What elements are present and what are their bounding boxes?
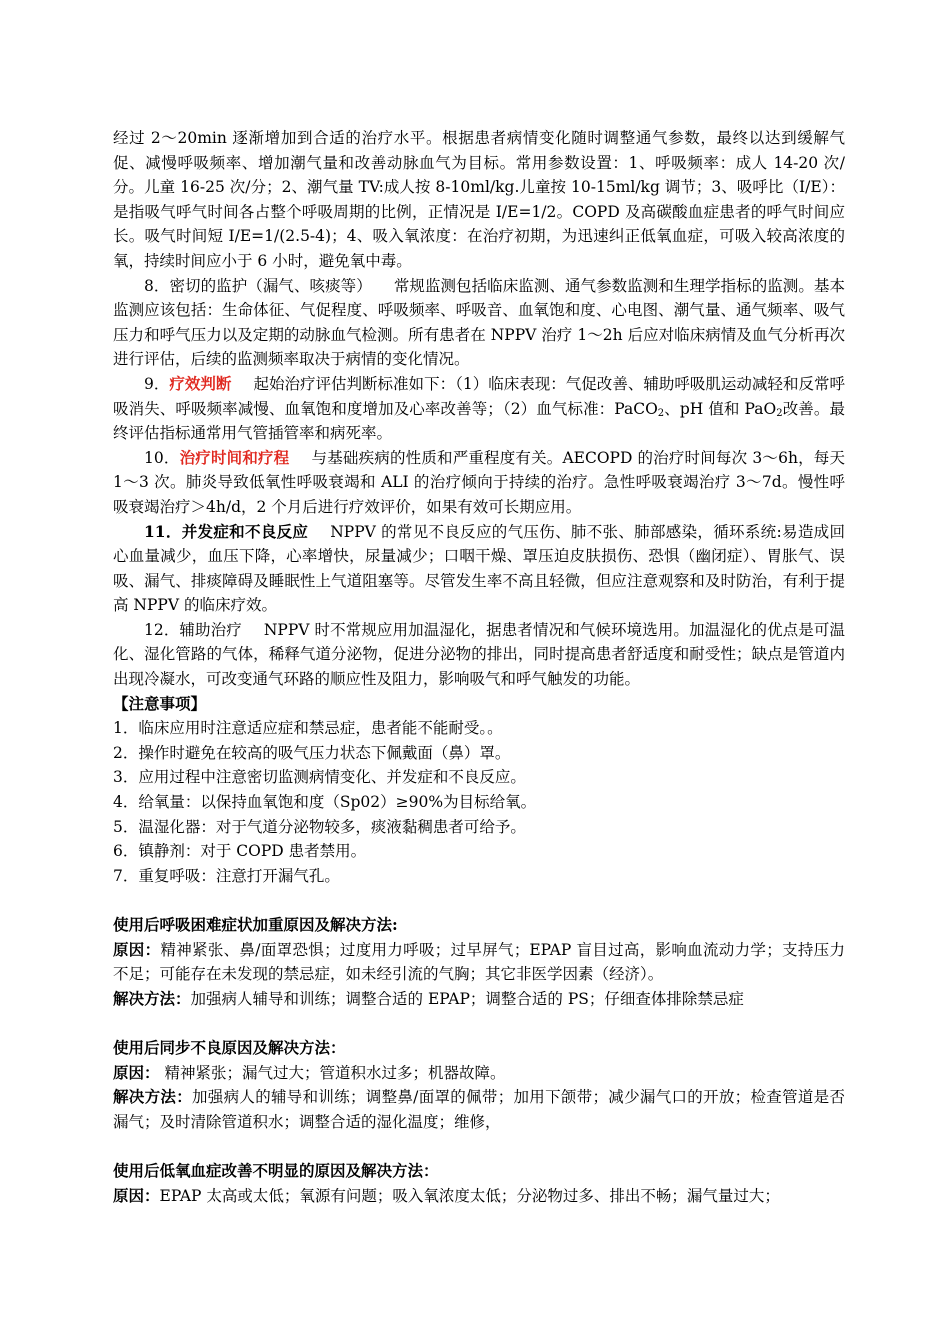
efficacy-sub-2: 2: [776, 407, 783, 419]
dyspnea-cause: [113, 938, 845, 987]
efficacy-body-c: 改善。最终评估指标通常用气管插管率和病死率。: [113, 399, 845, 443]
paragraph-intro: 经过 2～20min 逐渐增加到合适的治疗水平。根据患者病情变化随时调整通气参数，最终以达到缓解气促、减慢呼吸频率、增加潮气量和改善动脉血气为目标。常用参数设置：1、呼吸频率：成人 14-20 次/分。儿童 16-25 次/分；2、潮气量 TV:成人按 8-10ml/kg.儿童按 10-15ml/kg 调节；3、吸呼比（I/E）：是指吸气呼气时间各占整个呼吸周期的比例，正情况是 I/E=1/2。COPD 及高碳酸血症患者的呼气时间应长。吸气时间短 I/E=1/(2.5-4)；4、吸入氧浓度：在治疗初期，为迅速纠正低氧血症，可吸入较高浓度的氧，持续时间应小于 6 小时，避免氧中毒。: [113, 129, 845, 270]
duration-heading: 治疗时间和疗程: [179, 447, 290, 467]
sync-solution-text: 加强病人的辅导和训练；调整鼻/面罩的佩带；加用下颌带；减少漏气口的开放；检查管道是否漏气；及时清除管道积水；调整合适的湿化温度；维修，: [113, 1088, 845, 1131]
list-item: 7．重复呼吸：注意打开漏气孔。: [113, 866, 340, 885]
dyspnea-cause-label: 原因：: [113, 939, 161, 959]
notes-title: 【注意事项】: [113, 693, 207, 713]
sync-cause: [113, 1061, 845, 1086]
sync-section-title: 使用后同步不良原因及解决方法：: [113, 1037, 346, 1057]
sync-cause-text: 精神紧张；漏气过大；管道积水过多；机器故障。: [164, 1063, 506, 1082]
efficacy-number: 9．: [144, 374, 170, 393]
adjunct-body: NPPV 时不常规应用加温湿化，据患者情况和气候环境选用。加温湿化的优点是可温化、湿化管路的气体，稀释气道分泌物，促进分泌物的排出，同时提高患者舒适度和耐受性；缺点是管道内出现冷凝水，可改变通气环路的顺应性及阻力，影响吸气和呼气触发的功能。: [113, 620, 845, 689]
duration-number: 10．: [144, 448, 180, 467]
paragraph-adjunct: [113, 618, 845, 692]
efficacy-body-b: 、pH 值和 PaO: [664, 399, 777, 418]
paragraph-monitoring: [113, 274, 845, 372]
dyspnea-solution-label: 解决方法：: [113, 988, 191, 1008]
hypoxemia-cause: [113, 1184, 845, 1209]
list-item: 1．临床应用时注意适应症和禁忌症，患者能不能耐受。。: [113, 719, 503, 738]
adjunct-heading: 12．辅助治疗: [144, 620, 242, 639]
list-item: 4．给氧量：以保持血氧饱和度（Sp02）≥90%为目标给氧。: [113, 793, 537, 812]
efficacy-heading: 疗效判断: [169, 373, 232, 393]
complications-heading: 11．并发症和不良反应: [144, 521, 309, 541]
paragraph-duration: [113, 446, 845, 520]
hypoxemia-title-rest: 的原因及解决方法：: [299, 1160, 439, 1180]
efficacy-sub-1: 2: [657, 407, 665, 419]
duration-body: 与基础疾病的性质和严重程度有关。AECOPD 的治疗时间每次 3～6h，每天 1～3 次。肺炎导致低氧性呼吸衰竭和 ALI 的治疗倾向于持续的治疗。急性呼吸衰竭治疗 3～7d。慢性呼吸衰竭治疗＞4h/d，2 个月后进行疗效评价，如果有效可长期应用。: [113, 448, 845, 516]
list-item: 3．应用过程中注意密切监测病情变化、并发症和不良反应。: [113, 768, 526, 787]
hypoxemia-cause-label: 原因：: [113, 1185, 160, 1205]
monitoring-heading: 8．密切的监护（漏气、咳痰等）: [144, 276, 372, 295]
hypoxemia-section-title: [113, 1159, 845, 1184]
complications-body: NPPV 的常见不良反应的气压伤、肺不张、肺部感染，循环系统:易造成回心血量减少，血压下降，心率增快，尿量减少；口咽干燥、罩压迫皮肤损伤、恐惧（幽闭症）、胃胀气、误吸、漏气、排痰障碍及睡眠性上气道阻塞等。尽管发生率不高且轻微，但应注意观察和及时防治，有利于提高 NPPV 的临床疗效。: [113, 522, 845, 615]
sync-solution: [113, 1085, 845, 1134]
notes-list: [113, 716, 845, 888]
paragraph-complications: [113, 520, 845, 618]
sync-solution-label: 解决方法：: [113, 1087, 192, 1107]
hypoxemia-cause-text: EPAP 太高或太低；氧源有问题；吸入氧浓度太低；分泌物过多、排出不畅；漏气量过大；: [159, 1186, 780, 1205]
monitoring-body: 常规监测包括临床监测、通气参数监测和生理学指标的监测。基本监测应该包括：生命体征、气促程度、呼吸频率、呼吸音、血氧饱和度、心电图、潮气量、通气频率、吸气压力和呼气压力以及定期的动脉血气检测。所有患者在 NPPV 治疗 1～2h 后应对临床病情及血气分析再次进行评估，后续的监测频率取决于病情的变化情况。: [113, 276, 845, 369]
list-item: 6．镇静剂：对于 COPD 患者禁用。: [113, 842, 367, 861]
list-item: 2．操作时避免在较高的吸气压力状态下佩戴面（鼻）罩。: [113, 743, 511, 762]
list-item: 5．温湿化器：对于气道分泌物较多，痰液黏稠患者可给予。: [113, 817, 526, 836]
dyspnea-cause-text: 精神紧张、鼻/面罩恐惧；过度用力呼吸；过早屏气；EPAP 盲目过高，影响血流动力学；支持压力不足；可能存在未发现的禁忌症，如未经引流的气胸；其它非医学因素（经济）。: [113, 940, 845, 984]
dyspnea-solution-text: 加强病人辅导和训练；调整合适的 EPAP；调整合适的 PS；仔细查体排除禁忌症: [190, 989, 744, 1008]
dyspnea-section-title: 使用后呼吸困难症状加重原因及解决方法:: [113, 915, 398, 934]
efficacy-body-a: 起始治疗评估判断标准如下：（1）临床表现：气促改善、辅助呼吸肌运动减轻和反常呼吸消失、呼吸频率减慢、血氧饱和度增加及心率改善等；（2）血气标准：PaCO: [113, 374, 845, 418]
paragraph-efficacy: [113, 372, 845, 446]
document-page: [113, 126, 845, 1208]
hypoxemia-title-bold: 使用后低氧血症改善不明显: [113, 1160, 300, 1180]
sync-cause-label: 原因：: [113, 1062, 160, 1082]
dyspnea-solution: [113, 987, 845, 1012]
